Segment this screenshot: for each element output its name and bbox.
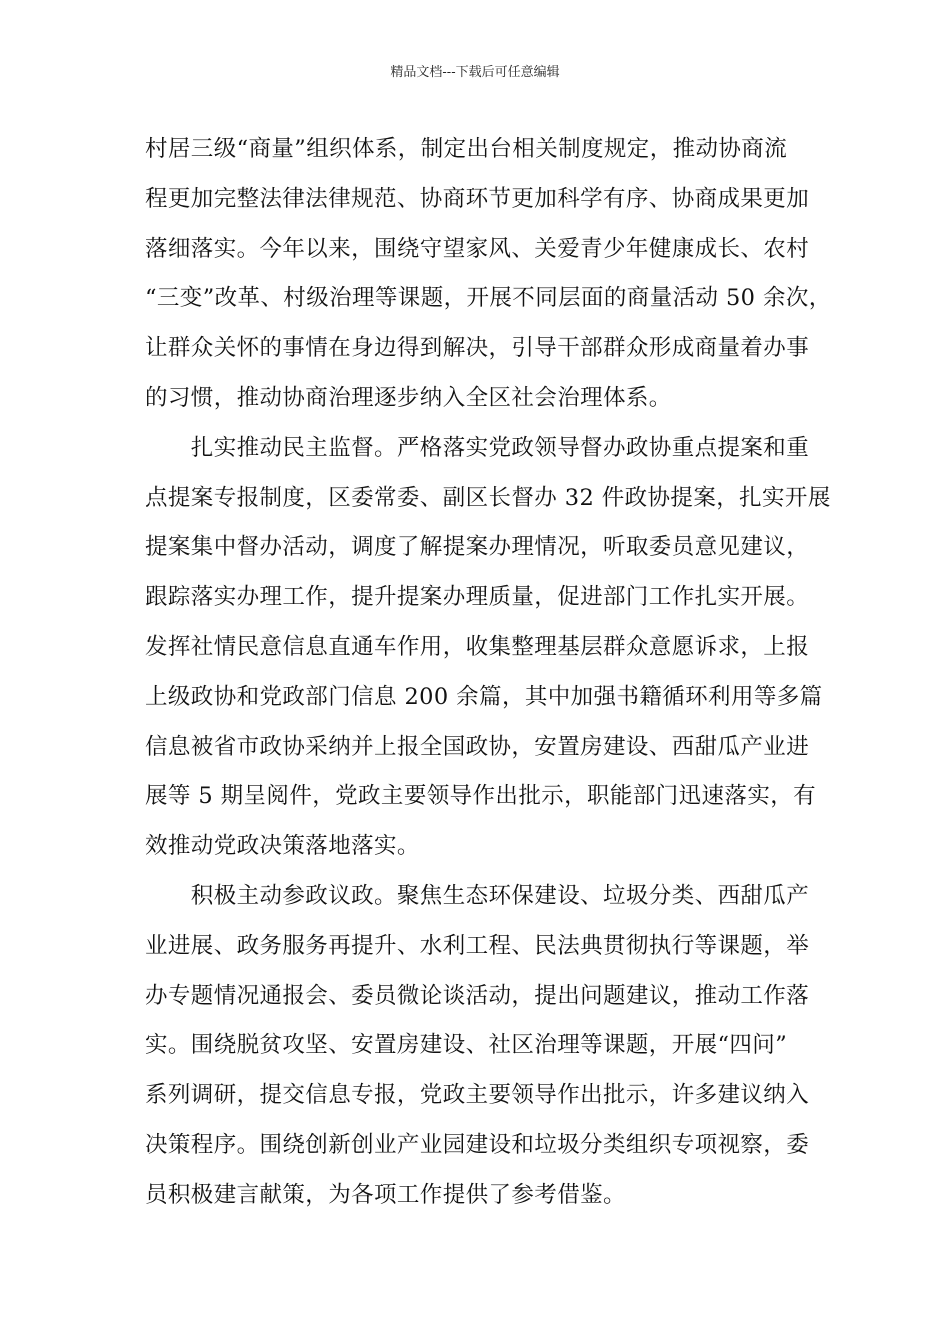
text-line: 跟踪落实办理工作，提升提案办理质量，促进部门工作扎实开展。 [145,584,810,611]
text-line: 发挥社情民意信息直通车作用，收集整理基层群众意愿诉求，上报 [145,633,810,660]
text-line: 效推动党政决策落地落实。 [145,833,420,860]
text-line: 积极主动参政议政。聚焦生态环保建设、垃圾分类、西甜瓜产 [145,882,810,909]
document-body [145,125,832,1221]
text-line: 落细落实。今年以来，围绕守望家风、关爱青少年健康成长、农村 [145,235,810,262]
paragraph-1 [145,125,832,424]
text-line: 系列调研，提交信息专报，党政主要领导作出批示，许多建议纳入 [145,1082,810,1109]
text-line: 展等 5 期呈阅件，党政主要领导作出批示，职能部门迅速落实，有 [145,783,817,810]
text-line: 决策程序。围绕创新创业产业园建设和垃圾分类组织专项视察，委 [145,1131,810,1158]
text-line: 点提案专报制度，区委常委、副区长督办 32 件政协提案，扎实开展 [145,484,831,511]
text-line: 村居三级“商量”组织体系，制定出台相关制度规定，推动协商流 [145,136,788,162]
text-line: 员积极建言献策，为各项工作提供了参考借鉴。 [145,1181,626,1208]
text-line: 让群众关怀的事情在身边得到解决，引导干部群众形成商量着办事 [145,335,810,362]
text-line: 业进展、政务服务再提升、水利工程、民法典贯彻执行等课题，举 [145,932,810,959]
text-line: 办专题情况通报会、委员微论谈活动，提出问题建议，推动工作落 [145,982,810,1009]
text-line: 提案集中督办活动，调度了解提案办理情况，听取委员意见建议， [145,534,810,561]
paragraph-2 [145,424,831,872]
text-line: 扎实推动民主监督。严格落实党政领导督办政协重点提案和重 [145,434,810,461]
text-line: 实。围绕脱贫攻坚、安置房建设、社区治理等课题，开展“四问” [145,1032,788,1059]
text-line: 上级政协和党政部门信息 200 余篇，其中加强书籍循环利用等多篇 [145,683,823,710]
text-line: “三变”改革、村级治理等课题，开展不同层面的商量活动 50 余次， [145,285,832,312]
text-line: 的习惯，推动协商治理逐步纳入全区社会治理体系。 [145,384,672,411]
paragraph-3 [145,872,815,1221]
text-line: 程更加完整法律法律规范、协商环节更加科学有序、协商成果更加 [145,185,810,212]
text-line: 信息被省市政协采纳并上报全国政协，安置房建设、西甜瓜产业进 [145,733,810,760]
page-header: 精品文档---下载后可任意编辑 [390,65,560,80]
